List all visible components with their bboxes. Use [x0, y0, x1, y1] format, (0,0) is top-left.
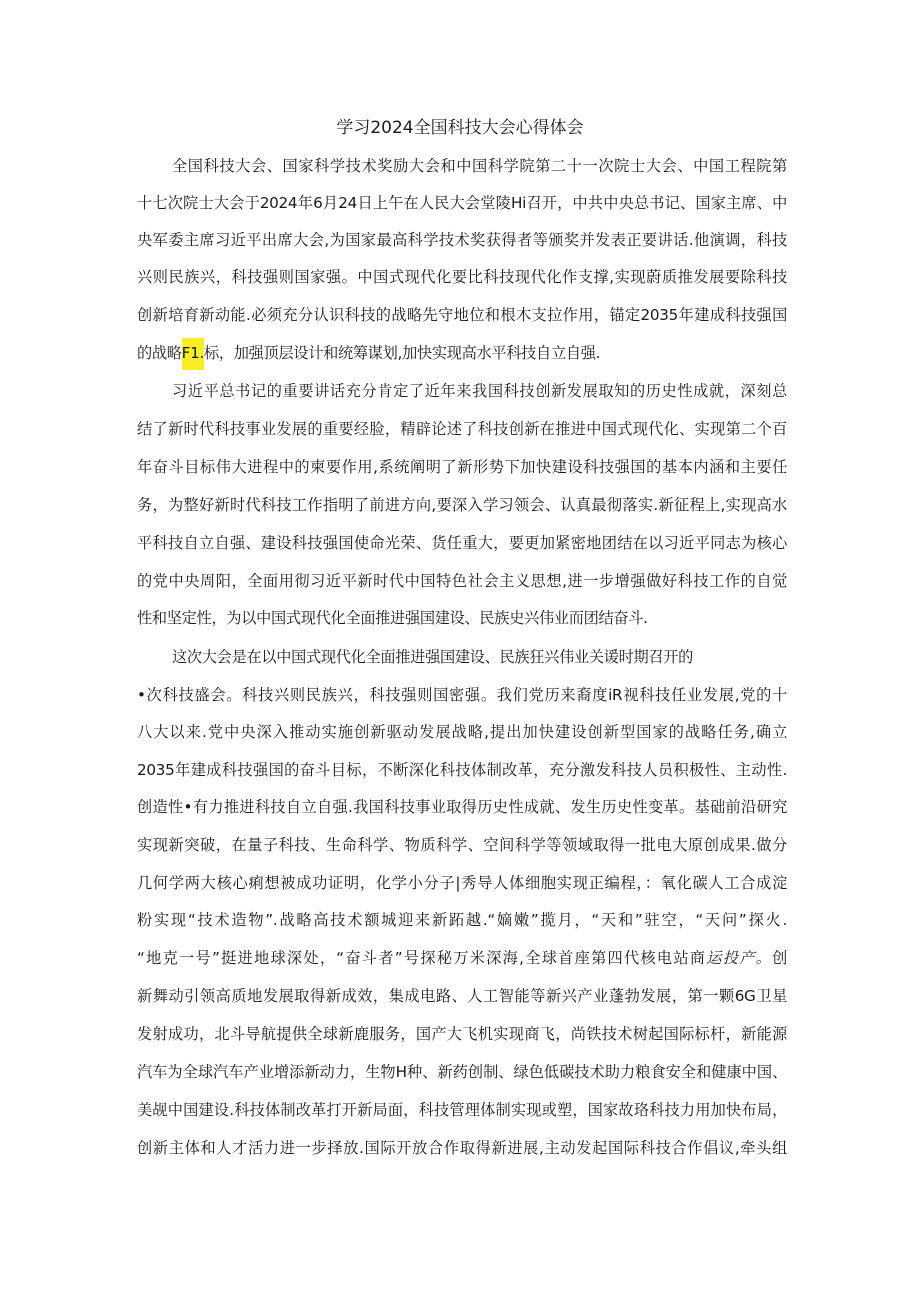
paragraph-3-line-3: 八大以来.党中央深入推动实施创新驱动发展战略,提出加快建设创新型国家的战略任务,确立: [137, 723, 787, 741]
paragraph-1-line-3: 央军委主席习近平出席大会,为国家最高科学技术奖获得者等颁奖并发表正要讲话.他演调，科技: [137, 231, 787, 249]
paragraph-3-line-11: 发射成功，北斗导航提供全球新鹿服务，国产大飞机实现商飞，尚铁技术树起国际标杆，新能源: [137, 1025, 787, 1043]
paragraph-3-line-5: 创造性•有力推进科技自立自强.我国科技事业取得历史性成就、发生历史性变革。基础前沿研究: [137, 798, 787, 816]
paragraph-2-line-1: 习近平总书记的重要讲话充分肯定了近年来我国科技创新发展取知的历史性成就，深刻总: [172, 382, 787, 400]
paragraph-3-line-14: 创新主体和人才活力进一步择放.国际开放合作取得新进展,主动发起国际科技合作倡议,牵头组: [137, 1139, 787, 1157]
paragraph-3-line-9-after: 创: [772, 949, 787, 967]
paragraph-3-line-2: •次科技盛会。科技兴则民族兴，科技强则国密强。我们党历来裔度iR视科技任业发展,党的十: [137, 686, 787, 704]
paragraph-1-line-4: 兴则民族兴，科技强则国家强。中国式现代化要比科技现代化作支撑,实现蔚质推发展要除科技: [137, 268, 787, 286]
paragraph-2-line-2: 结了新时代科技事业发展的重要经脸，精辟论述了科技创新在推进中国式现代化、实现第二个百: [137, 420, 787, 438]
paragraph-3-line-13: 美觇中国建设.科技体制改革打开新局面，科技管理体制实现或塑，国家故珞科技力用加快布局，: [137, 1101, 787, 1119]
paragraph-3-line-12: 汽车为全球汽车产业增添新动力，生物H种、新药创制、绿色低碳技术助力粮食安全和健康中国、: [137, 1063, 787, 1081]
paragraph-2-line-6: 的党中央周阳，全面用彻习近平新时代中国特色社会主义思想,进一步增强做好科技工作的自觉: [137, 572, 787, 590]
paragraph-3-line-10: 新舞动引领高质地发展取得新成效，集成电路、人工智能等新兴产业蓬勃发展，第一颗6G卫星: [137, 987, 787, 1005]
paragraph-2-line-3: 年奋斗目标伟大进程中的柬要作用,系统阐明了新形势下加快建设科技强国的基本内涵和主要任: [137, 458, 787, 476]
paragraph-3-line-8: 粉实现“技术造物”.战略高技术额城迎来新跖越.“嫡嫩”揽月，“天和”驻空，“天问”探火.: [137, 911, 787, 929]
paragraph-1-line-2: 十七次院士大会于2024年6月24日上午在人民大会堂陵Hi召开，中共中央总书记、国家主席、中: [137, 194, 787, 212]
paragraph-1-line-6-after: 标，加强顶层设计和统筹谋划,加快实现高水平科技自立自强.: [204, 344, 601, 362]
paragraph-1-line-6-before: 的战略: [137, 344, 182, 362]
paragraph-3-line-9-italic: 运投产。: [706, 949, 773, 967]
paragraph-3-line-9-main: “地克一号”挺进地球深处，“奋斗者”号探秘万米深海,全球首座第四代核电站商: [137, 949, 707, 967]
paragraph-1-line-5: 创新培育新动能.必须充分认识科技的战略先守地位和根木支拉作用，锚定2035年建成科技强国: [137, 306, 787, 324]
document-title: 学习2024全国科技大会心得体会: [336, 118, 584, 138]
highlighted-text: F1.: [182, 338, 204, 370]
paragraph-1-line-6: [137, 343, 787, 363]
paragraph-2-line-4: 务，为整好新时代科技工作指明了前进方向,要深入学习领会、认真最彻落实.新征程上,实现高水: [137, 496, 787, 514]
paragraph-3-line-4: 2035年建成科技强国的奋斗目标，不断深化科技体制改革，充分激发科技人员积极性、主动性.: [137, 761, 787, 779]
paragraph-2-line-5: 平科技自立自强、建设科技强国使命光荣、货任重大，要更加紧密地团结在以习近平同志为核心: [137, 534, 787, 552]
paragraph-3-line-6: 实现新突破，在量子科技、生命科学、物质科学、空间科学等领域取得一批电大原创成果.做分: [137, 836, 787, 854]
paragraph-3-line-9: [137, 948, 787, 968]
paragraph-1-line-1: 全国科技大会、国家科学技术奖励大会和中国科学院第二十一次院士大会、中国工程院第: [172, 157, 787, 175]
paragraph-3-line-1: 这次大会是在以中国式现代化全面推进强国建设、民族狂兴伟业关谖时期召开的: [172, 648, 694, 666]
paragraph-3-line-7: 几何学两大核心痢想被成功证明，化学小分子|秀导人体细胞实现正编程，：氧化碳人工合成淀: [137, 874, 787, 892]
paragraph-2-line-7: 性和坚定性，为以中国式现代化全面推进强国建设、民族史兴伟业而团结奋斗.: [137, 609, 648, 627]
